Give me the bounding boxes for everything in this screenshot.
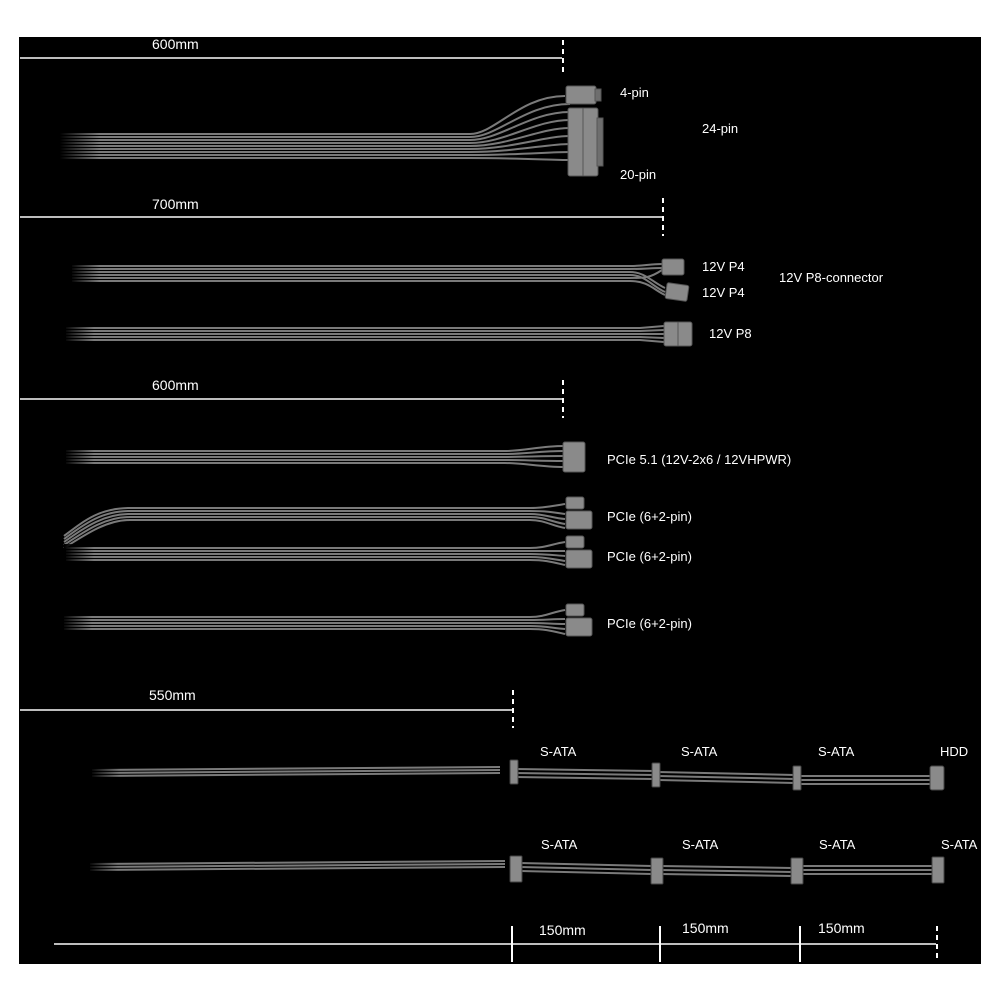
four-pin-connector xyxy=(566,86,601,104)
pcie-62-connector-2pin xyxy=(566,604,584,616)
pcie-62-label-1: PCIe (6+2-pin) xyxy=(607,509,692,524)
spacing-label-2: 150mm xyxy=(682,920,729,936)
pcie-62-connector-2pin xyxy=(566,497,584,509)
four-pin-label: 4-pin xyxy=(620,85,649,100)
pcie51-connector xyxy=(563,442,585,472)
pcie-62-label-3: PCIe (6+2-pin) xyxy=(607,616,692,631)
sata-row2-label-3: S-ATA xyxy=(819,837,856,852)
spacing-label-3: 150mm xyxy=(818,920,865,936)
pcie-62-connector-6pin xyxy=(566,550,592,568)
sata-row2-label-2: S-ATA xyxy=(682,837,719,852)
diagram-background xyxy=(19,37,981,964)
p8-connector-label: 12V P8-connector xyxy=(779,270,884,285)
sata-row2-label-4: S-ATA xyxy=(941,837,978,852)
sata-row1-label-3: S-ATA xyxy=(818,744,855,759)
twenty-four-pin-connector xyxy=(568,108,603,176)
sata-row1-label-2: S-ATA xyxy=(681,744,718,759)
hdd-molex-connector xyxy=(930,766,944,790)
cpu-length-label: 700mm xyxy=(152,196,199,212)
pcie-length-label: 600mm xyxy=(152,377,199,393)
pcie-62-connector-6pin xyxy=(566,511,592,529)
pcie-62-label-2: PCIe (6+2-pin) xyxy=(607,549,692,564)
pcie51-label: PCIe 5.1 (12V-2x6 / 12VHPWR) xyxy=(607,452,792,467)
spacing-label-1: 150mm xyxy=(539,922,586,938)
pcie-62-connector-2pin xyxy=(566,536,584,548)
p4-bottom-label: 12V P4 xyxy=(702,285,745,300)
pcie-62-connector-6pin xyxy=(566,618,592,636)
twenty-four-pin-label: 24-pin xyxy=(702,121,739,136)
cpu-cable-p8 xyxy=(66,326,664,342)
p4-top-label: 12V P4 xyxy=(702,259,745,274)
atx-length-label: 600mm xyxy=(152,36,199,52)
sata-length-label: 550mm xyxy=(149,687,196,703)
sata-row1-label-1: S-ATA xyxy=(540,744,577,759)
p4-connector-top xyxy=(662,259,684,275)
twenty-pin-label: 20-pin xyxy=(620,167,657,182)
sata-row2-label-1: S-ATA xyxy=(541,837,578,852)
hdd-label: HDD xyxy=(940,744,969,759)
p8-label: 12V P8 xyxy=(709,326,752,341)
p4-connector-bottom xyxy=(665,283,689,302)
